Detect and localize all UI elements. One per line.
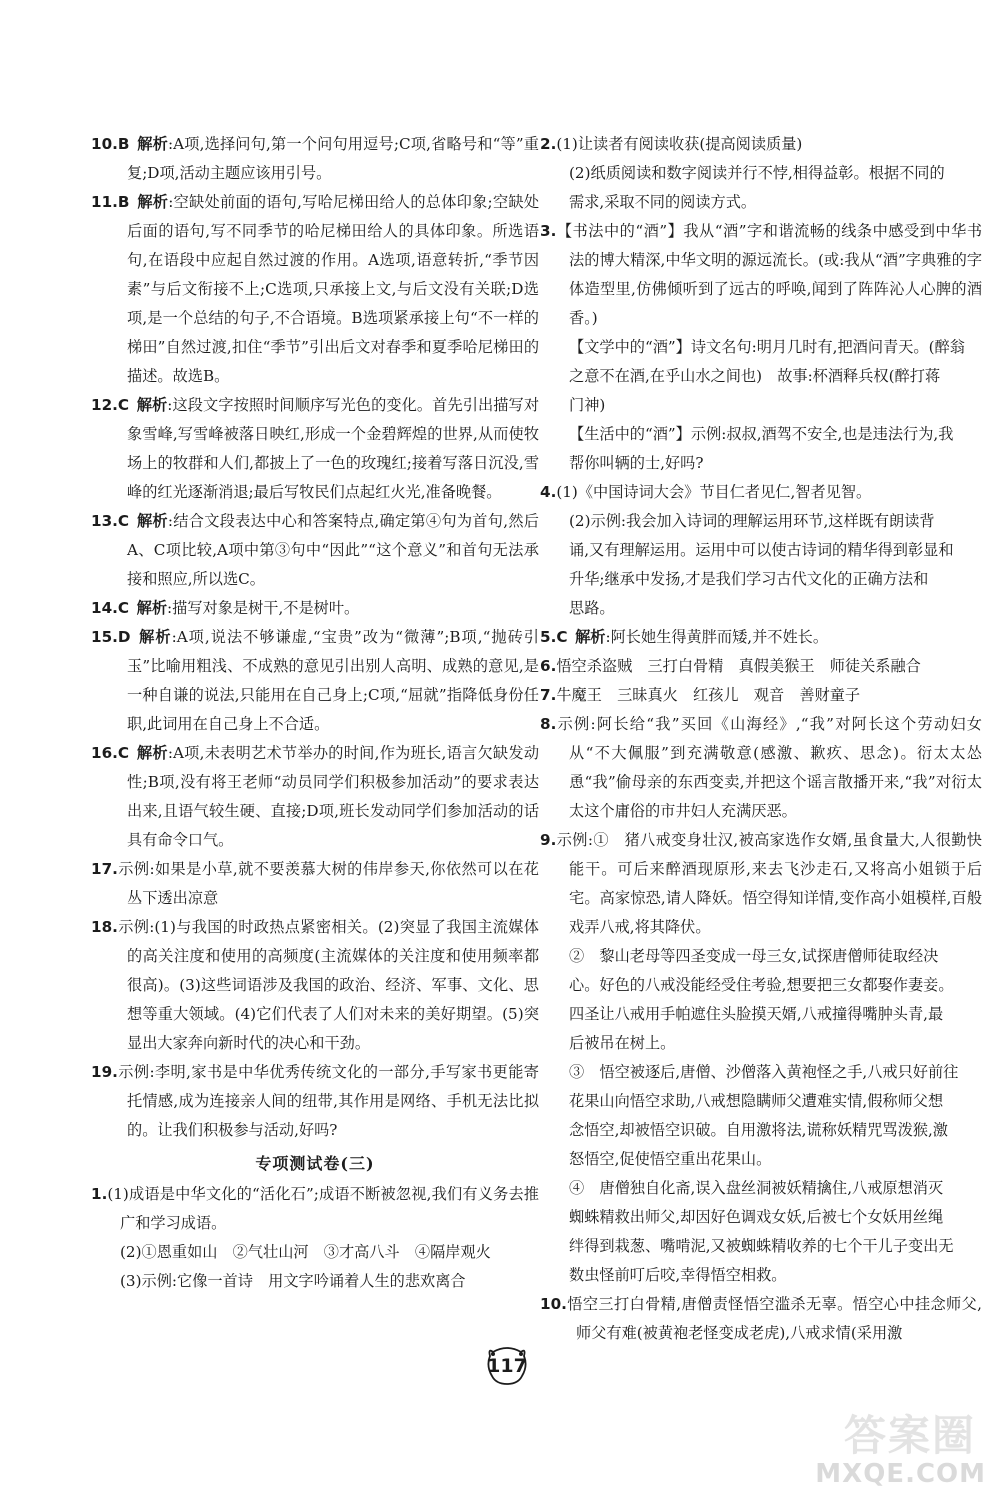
answer-item [91,1180,539,1296]
question-number: 3. [540,222,557,240]
question-number: 15.D [91,628,131,646]
answer-item [540,217,982,478]
answer-text-line: 很勤快能干。可后来醉酒现原形,来去飞沙走石,又将高小 [569,831,982,878]
answer-text-line: 师父,师父有难(被黄袍老怪变成老虎),八戒求情(采用激 [576,1295,983,1342]
answer-text-line: 这段文字按照时间顺序写光色的变化。首先引出 [172,396,494,414]
answer-sub-line: 数虫怪前叮后咬,幸得悟空相救。 [569,1266,787,1284]
answer-text-line: 太太这个庸俗的市井妇人充满厌恶。 [569,773,982,820]
answer-text-line: A项,未表明艺术节举办的时间,作为班长,语言 [172,744,478,762]
answer-sub-line: 诵,又有理解运用。运用中可以使古诗词的精华得到彰显和 [569,541,954,559]
watermark-site: MXQE.COM [815,1459,986,1489]
question-number: 13.C [91,512,130,530]
analysis-tag: 解析 [136,512,168,530]
analysis-tag: 解析 [136,744,168,762]
answer-text-line: 就”指降低身份任职,此词用在自己身上不合适。 [127,686,539,733]
answer-text-line: 空缺处后面的语句,写不同季节的哈尼梯田给人的具体印 [127,193,540,240]
answer-item [540,652,982,681]
answer-sub-line: 思路。 [569,599,615,617]
answer-item: 15.D 解析:A项,说法不够谦虚,“宝贵”改为“微薄”;B项,“抛砖引玉”比喻用粗浅、不成熟的意见引出别人高明、成熟的意见,是一种自谦的说法,只能用在自己身上;C项,“屈就”指降低身份任职,此词用在自己身上不合适。 [91,628,539,733]
answer-sub-line: 升华;继承中发扬,才是我们学习古代文化的正确方法和 [569,570,929,588]
question-number: 10. [540,1295,567,1313]
answer-sub-line: 蜘蛛精救出师父,却因好色调戏女妖,后被七个女妖用丝绳 [569,1208,944,1226]
answer-text-line: 机无法比拟的。让我们积极参与活动,好吗? [127,1092,540,1139]
question-number: 8. [540,715,557,733]
answer-text-line: 出后文对春季和夏季哈尼梯田的描述。故选B。 [127,338,540,385]
answer-text-line: 美好期望。(5)突显出大家奔向新时代的决心和干劲。 [127,1005,540,1052]
page-number-text: 117 [487,1355,527,1377]
answer-item [540,826,982,1290]
answer-text-line: 示例:阿长给“我”买回《山海经》,“我”对阿长这个劳动妇女 [556,715,982,733]
answer-item [540,478,982,623]
answer-text-line: 界,从而使牧场上的牧群和人们,都披上了一色的玫瑰红; [127,425,540,472]
answer-text-line: 阿长她生得黄胖而矮,并不姓长。 [610,628,829,646]
page-number [484,1346,530,1386]
answer-text-line: 同学们参加活动的话具有命令口气。 [127,802,540,849]
answer-text-line: 更能寄托情感,成为连接亲人间的纽带,其作用是网络、手 [127,1063,539,1110]
answer-text-line: 务去推广和学习成语。 [120,1185,539,1232]
answer-text-line: 象。所选语句,在语段中应起自然过渡的作用。A选项,语 [127,222,540,269]
question-number: 19. [91,1063,118,1081]
answer-item: 11.B 解析:空缺处前面的语句,写哈尼梯田给人的总体印象;空缺处后面的语句,写不同季节的哈尼梯田给人的具体印象。所选语句,在语段中应起自然过渡的作用。A选项,语意转折,“季节因素”与后文衔接不上;C选项,只承接上文,与后文没有关联;D选项,是一个总结的句子,不合语境。B选项紧承接上句“不一样的梯田”自然过渡,扣住“季节”引出后文对春季和夏季哈尼梯田的描述。故选B。 [91,193,540,385]
answer-text-line: 从“不大佩服”到充满敬意(感激、歉疚、思念)。衍太太怂恿 [569,744,982,791]
answer-sub-line: (2)纸质阅读和数字阅读并行不悖,相得益彰。根据不同的 [569,164,945,182]
answer-text-line: 与后文没有关联;D选项,是一个总结的句子,不合语境。B [127,280,539,327]
answer-sub-line: 念悟空,却被悟空识破。自用激将法,谎称妖精咒骂泼猴,激 [569,1121,948,1139]
answer-text-line: 欠缺发动性;B项,没有将王老师“动员同学们积极参加活 [127,744,540,791]
answer-text-line: 人心脾的酒香。) [569,280,983,327]
answer-text-line: 流媒体的高关注度和使用的高频度(主流媒体的关注度和 [127,918,539,965]
question-number: 4. [540,483,557,501]
answer-item: 12.C 解析:这段文字按照时间顺序写光色的变化。首先引出描写对象雪峰,写雪峰被落日映红,形成一个金碧辉煌的世界,从而使牧场上的牧群和人们,都披上了一色的玫瑰红;接着写落日沉没,雪峰的红光逐渐消退;最后写牧民们点起红火光,准备晚餐。 [91,396,540,501]
question-number: 17. [91,860,118,878]
answer-text-line: 结合文段表达中心和答案特点,确定第④句为首 [173,512,488,530]
question-number: 9. [540,831,557,849]
question-number: 14.C [91,599,130,617]
answer-item: 5.C 解析:阿长她生得黄胖而矮,并不姓长。 [540,628,829,646]
answer-item: 14.C 解析:描写对象是树干,不是树叶。 [91,599,360,617]
answer-text-line: 使用频率都很高)。(3)这些词语涉及我国的政治、经济、军 [127,947,540,994]
answer-text-line: 书法的博大精深,中华文明的源远流长。(或:我从“酒”字典 [569,222,982,269]
watermark-logo: 答案圈 [843,1411,976,1460]
answer-text-line: 示例:李明,家书是中华优秀传统文化的一部分,手写家书 [117,1063,493,1081]
answer-text-line: 描写对象是树干,不是树叶。 [172,599,360,617]
right-column [540,130,982,1348]
answer-text-line: 示例:如果是小草,就不要羡慕大树的伟岸参天,你依然可 [117,860,493,878]
analysis-tag: 解析 [136,396,168,414]
left-column [91,130,539,1296]
answer-text-line: (1)《中国诗词大会》节目仁者见仁,智者见智。 [556,483,872,501]
answer-text-line: A项,说法不够谦虚,“宝贵”改为“微薄”;B项, [176,628,483,646]
answer-text-line: 姐锁于后宅。高家惊恐,请人降妖。悟空得知详情,变作高 [569,860,983,907]
answer-sub-line: 花果山向悟空求助,八戒想隐瞒师父遭难实情,假称师父想 [569,1092,944,1110]
answer-sub-line: (2)示例:我会加入诗词的理解运用环节,这样既有朗读背 [569,512,935,530]
answer-item [91,855,539,913]
answer-text-line: 牛魔王 三昧真火 红孩儿 观音 善财童子 [556,686,861,704]
answer-text-line: A项,选择问句,第一个问句用逗号;C项,省略号 [173,135,478,153]
answer-text-line: 悟空杀盗贼 三打白骨精 真假美猴王 师徒关系融合 [556,657,921,675]
answer-text-line: “抛砖引玉”比喻用粗浅、不成熟的意见引出别人高明、成熟 [127,628,539,675]
answer-item: 16.C 解析:A项,未表明艺术节举办的时间,作为班长,语言欠缺发动性;B项,没有将王老师“动员同学们积极参加活动”的要求表达出来,且语气较生硬、直接;D项,班长发动同学们参加活动的话具有命令口气。 [91,744,540,849]
answer-sub-line: 门神) [569,396,606,414]
answer-text-line: 小姐模样,百般戏弄八戒,将其降伏。 [569,889,983,936]
answer-item [540,710,982,826]
answer-sub-line: ④ 唐僧独自化斋,误入盘丝洞被妖精擒住,八戒原想消灭 [569,1179,944,1197]
analysis-tag: 解析 [575,628,606,646]
answer-item: 10.B 解析:A项,选择问句,第一个问句用逗号;C项,省略号和“等”重复;D项,活动主题应该用引号。 [91,135,539,182]
question-number: 6. [540,657,557,675]
answer-sub-line: 后被吊在树上。 [569,1034,676,1052]
answer-text-line: 描写对象雪峰,写雪峰被落日映红,形成一个金碧辉煌的世 [127,396,540,443]
answer-text-line: 意转折,“季节因素”与后文衔接不上;C选项,只承接上文, [127,251,540,298]
answer-text-line: 示例:(1)与我国的时政热点紧密相关。(2)突显了我国主 [117,918,493,936]
answer-text-line: 以在花丛下透出凉意 [127,860,539,907]
answer-sub-line: 帮你叫辆的士,好吗? [569,454,704,472]
question-number: 12.C [91,396,130,414]
answer-text-line: 和“等”重复;D项,活动主题应该用引号。 [127,135,539,182]
answer-text-line: 句,然后A、C项比较,A项中第③句中“因此”“这个意义” [127,512,539,559]
analysis-tag: 解析 [136,599,168,617]
watermark [814,1399,994,1495]
answer-text-line: 悟空三打白骨精,唐僧责怪悟空滥杀无辜。悟空心中挂念 [566,1295,947,1313]
answer-text-line: 动”的要求表达出来,且语气较生硬、直接;D项,班长发动 [127,773,540,820]
answer-sub-line: 四圣让八戒用手帕遮住头脸摸天婿,八戒撞得嘴肿头青,最 [569,1005,944,1023]
question-number: 1. [91,1185,108,1203]
answer-text-line: 选项紧承接上句“不一样的梯田”自然过渡,扣住“季节”引 [127,309,539,356]
answer-text-line: 示例:① 猪八戒变身壮汉,被高家选作女婿,虽食量大,人 [556,831,936,849]
analysis-tag: 解析 [138,628,172,646]
answer-text-line: 和首句无法承接和照应,所以选C。 [127,541,539,588]
answer-item [540,130,982,217]
answer-item [91,913,539,1058]
answer-item [540,681,982,710]
answer-text-line: 事、文化、思想等重大领域。(4)它们代表了人们对未来的 [127,976,539,1023]
analysis-tag: 解析 [137,193,169,211]
question-number: 10.B [91,135,130,153]
answer-text-line: (1)让读者有阅读收获(提高阅读质量) [556,135,803,153]
question-number: 7. [540,686,557,704]
answer-item: 13.C 解析:结合文段表达中心和答案特点,确定第④句为首句,然后A、C项比较,A项中第③句中“因此”“这个意义”和首句无法承接和照应,所以选C。 [91,512,539,588]
question-number: 16.C [91,744,130,762]
answer-text-line: “我”偷母亲的东西变卖,并把这个谣言散播开来,“我”对衍 [584,773,967,791]
answer-sub-line: 【文学中的“酒”】诗文名句:明月几时有,把酒问青天。(醉翁 [569,338,965,356]
answer-text-line: 【书法中的“酒”】我从“酒”字和谐流畅的线条中感受到中华 [556,222,967,240]
answer-item [540,1290,982,1348]
answer-sub-line: 之意不在酒,在乎山水之间也) 故事:杯酒释兵权(醉打蒋 [569,367,941,385]
answer-sub-line: 心。好色的八戒没能经受住考验,想要把三女都娶作妻妾。 [569,976,954,994]
answer-sub-line: 怒悟空,促使悟空重出花果山。 [569,1150,772,1168]
answer-sub-line: 绊得到栽葱、嘴啃泥,又被蜘蛛精收养的七个干儿子变出无 [569,1237,954,1255]
question-number: 5.C [540,628,568,646]
analysis-tag: 解析 [137,135,168,153]
question-number: 11.B [91,193,130,211]
answer-sub-line: ② 黎山老母等四圣变成一母三女,试探唐僧师徒取经决 [569,947,939,965]
answer-sub-line: ③ 悟空被逐后,唐僧、沙僧落入黄袍怪之手,八戒只好前往 [569,1063,959,1081]
question-number: 2. [540,135,557,153]
answer-sub-line: 需求,采取不同的阅读方式。 [569,193,757,211]
answer-sub-line: (3)示例:它像一首诗 用文字吟诵着人生的悲欢离合 [120,1272,466,1290]
answer-sub-line: (2)①恩重如山 ②气壮山河 ③才高八斗 ④隔岸观火 [120,1243,491,1261]
answer-text-line: (1)成语是中华文化的“活化石”;成语不断被忽视,我们有义 [107,1185,494,1203]
answer-text-line: 接着写落日沉没,雪峰的红光逐渐消退;最后写牧民们点起 [127,454,540,501]
section-title: 专项测试卷(三) [255,1154,375,1173]
answer-text-line: 雅的字体造型里,仿佛倾听到了远古的呼唤,闻到了阵阵沁 [569,251,983,298]
answer-sub-line: 【生活中的“酒”】示例:叔叔,酒驾不安全,也是违法行为,我 [569,425,954,443]
answer-text-line: 空缺处前面的语句,写哈尼梯田给人的总体印象; [173,193,493,211]
answer-text-line: 红火光,准备晚餐。 [375,483,502,501]
answer-item [91,1058,539,1145]
question-number: 18. [91,918,118,936]
answer-text-line: 的意见,是一种自谦的说法,只能用在自己身上;C项,“屈 [127,657,539,704]
